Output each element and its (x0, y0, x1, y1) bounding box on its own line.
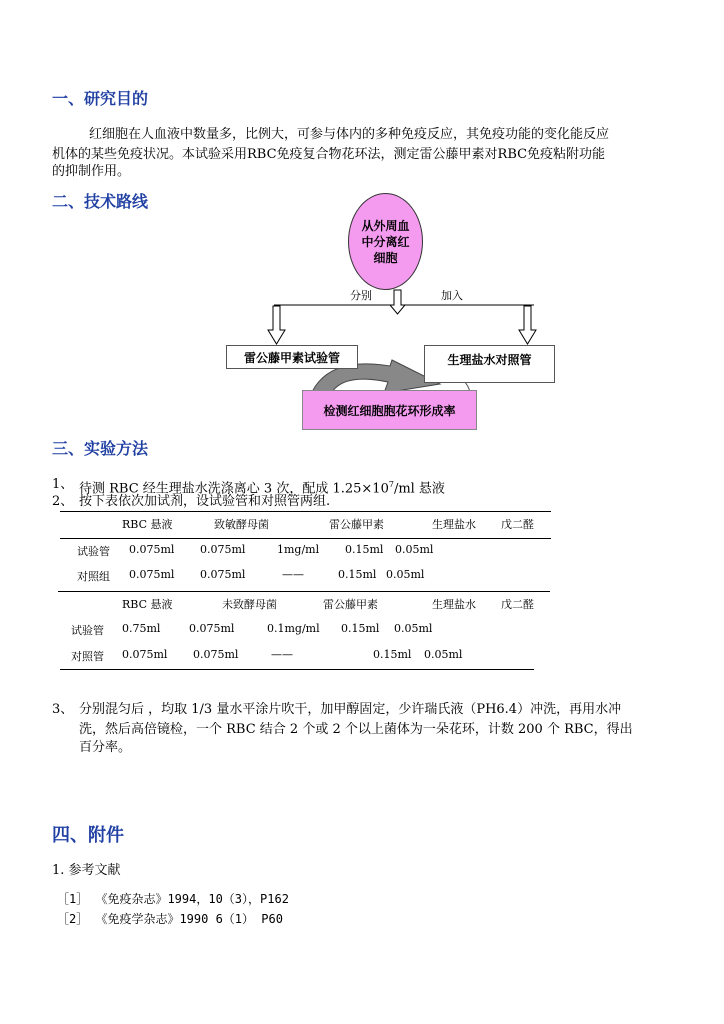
step1-num: 1、 (52, 477, 74, 492)
table1-header: 雷公藤甲素 (329, 518, 384, 531)
table2-cell: 试验管 (71, 624, 104, 637)
step3-line-3: 百分率。 (79, 740, 132, 755)
table2-cell: 0.075ml (122, 648, 168, 661)
section-title-route: 二、技术路线 (52, 192, 149, 211)
box-result: 检测红细胞胞花环形成率 (302, 390, 477, 430)
step1-post: /ml 悬液 (393, 481, 445, 497)
table1-cell: 0.05ml (386, 568, 425, 581)
table1-cell: 0.075ml (200, 543, 246, 556)
left-down-arrow (268, 306, 285, 344)
table1-cell: 0.15ml (338, 568, 377, 581)
step3-line-1: 分别混匀后 ，均取 1/3 量水平涂片吹干，加甲醇固定，少许瑞氏液（PH6.4）冲洗，再用水冲 (79, 702, 622, 717)
reference-item: ［2］ 《免疫学杂志》1990 6（1） P60 (57, 912, 283, 926)
table1-cell: 1mg/ml (277, 543, 320, 556)
purpose-line-2: 机体的某些免疫状况。本试验采用RBC免疫复合物花环法，测定雷公藤甲素对RBC免疫粘附功能 (52, 147, 606, 162)
step1-sup: 7 (388, 480, 394, 489)
source-circle (348, 193, 423, 290)
reference-item: ［1］ 《免疫杂志》1994，10（3），P162 (57, 892, 289, 906)
table2-cell: 0.05ml (424, 648, 463, 661)
table2-top-rule (58, 591, 550, 592)
right-down-arrow (519, 306, 536, 344)
center-down-arrow (390, 290, 405, 314)
table1-cell: 对照组 (77, 570, 110, 583)
table2-cell: 0.15ml (341, 622, 380, 635)
table1-cell: —— (282, 568, 304, 581)
appendix-subtitle: 1. 参考文献 (52, 863, 121, 878)
flow-right-label: 加入 (441, 289, 463, 302)
table2-cell: 0.075ml (193, 648, 239, 661)
table1-cell: 0.075ml (129, 543, 175, 556)
table2-bottom-rule (60, 669, 534, 670)
table2-cell: 0.05ml (394, 622, 433, 635)
table1-cell: 0.075ml (129, 568, 175, 581)
step3-line-2: 洗，然后高倍镜检，一个 RBC 结合 2 个或 2 个以上菌体为一朵花环，计数 200 个 RBC，得出 (79, 722, 633, 737)
source-label: 从外周血中分离红细胞 (361, 218, 410, 265)
section-title-purpose: 一、研究目的 (52, 89, 149, 108)
table2-header: 生理盐水 (432, 598, 476, 611)
step2-text: 按下表依次加试剂，设试验管和对照管两组. (79, 494, 331, 509)
box-experiment-tube: 雷公藤甲素试验管 (226, 345, 358, 369)
table2-cell: 0.75ml (122, 622, 161, 635)
table2-cell: 0.1mg/ml (267, 622, 320, 635)
table1-cell: 0.075ml (200, 568, 246, 581)
table1-header: 戊二醛 (501, 518, 534, 531)
flow-left-label: 分别 (350, 289, 372, 302)
table2-cell: 对照管 (71, 650, 104, 663)
table1-cell: 0.15ml (345, 543, 384, 556)
table2-cell: 0.15ml (373, 648, 412, 661)
table2-cell: —— (271, 648, 293, 661)
step1-pre: 待测 RBC 经生理盐水洗涤离心 3 次，配成 1.25×10 (79, 481, 389, 497)
table2-header: 戊二醛 (501, 598, 534, 611)
table1-top-rule (60, 511, 551, 512)
purpose-line-1: 红细胞在人血液中数量多，比例大，可参与体内的多种免疫反应，其免疫功能的变化能反应 (89, 127, 610, 142)
step2-num: 2、 (52, 494, 74, 509)
table1-header: 生理盐水 (432, 518, 476, 531)
table1-cell: 0.05ml (395, 543, 434, 556)
section-title-method: 三、实验方法 (52, 439, 149, 458)
table2-header: 未致酵母菌 (222, 598, 277, 611)
table2-header: RBC 悬液 (122, 598, 173, 611)
step3-num: 3、 (52, 702, 74, 717)
table1-header: RBC 悬液 (122, 518, 173, 531)
section-title-appendix: 四、附件 (52, 825, 124, 846)
table1-header: 致敏酵母菌 (214, 518, 269, 531)
table2-header: 雷公藤甲素 (323, 598, 378, 611)
table1-cell: 试验管 (77, 545, 110, 558)
purpose-line-3: 的抑制作用。 (52, 164, 131, 179)
table1-header-rule (60, 538, 551, 539)
box-control-tube: 生理盐水对照管 (424, 345, 555, 383)
table2-cell: 0.075ml (189, 622, 235, 635)
